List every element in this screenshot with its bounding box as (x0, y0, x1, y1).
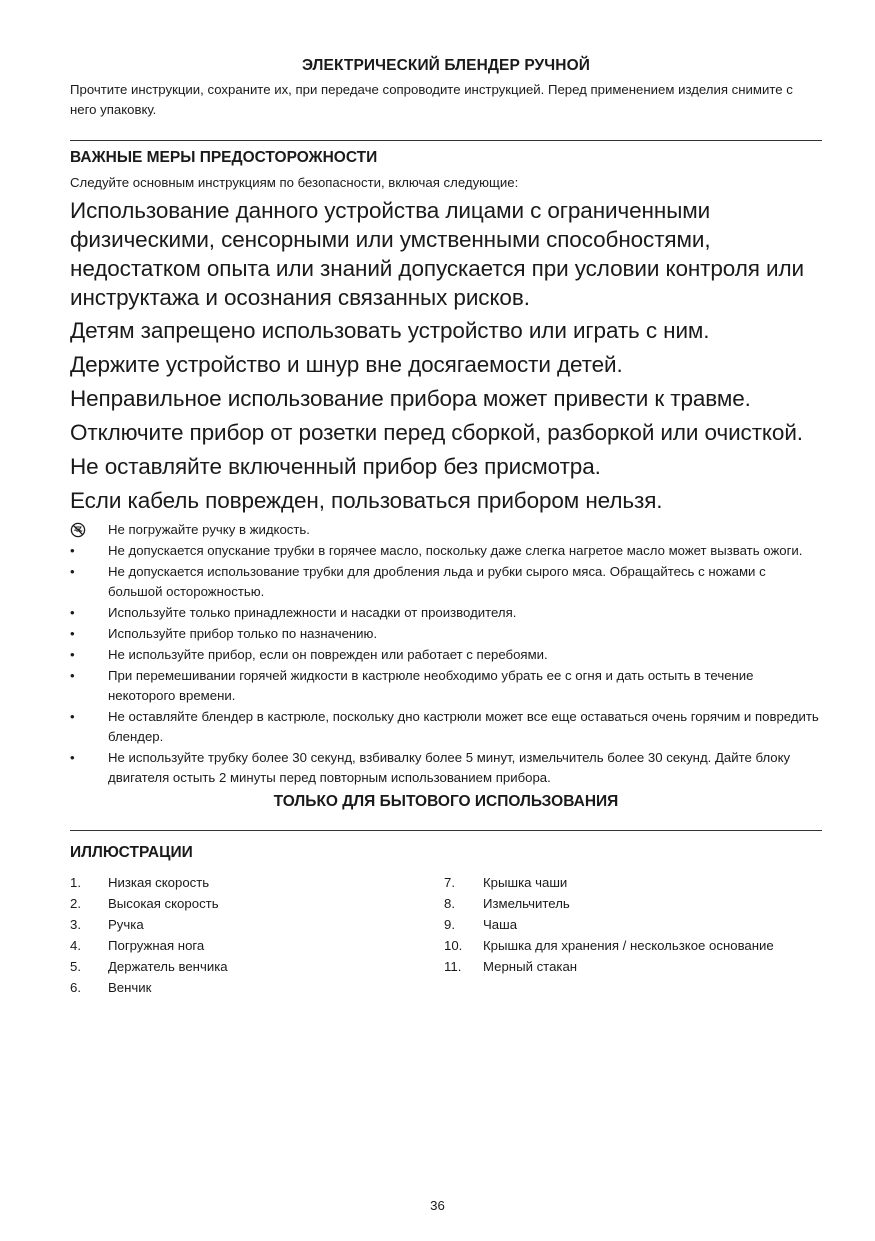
list-item (444, 893, 824, 914)
item-number: 4. (70, 938, 81, 953)
illustrations-title: ИЛЛЮСТРАЦИИ (70, 844, 193, 861)
item-label: Чаша (483, 917, 518, 932)
item-number: 6. (70, 980, 81, 995)
list-item (444, 914, 824, 935)
safety-paragraph: Детям запрещено использовать устройство или играть с ним. (70, 318, 710, 343)
item-label: Держатель венчика (108, 959, 228, 974)
item-number: 3. (70, 917, 81, 932)
bullet-icon: • (70, 750, 75, 765)
item-number: 7. (444, 875, 455, 890)
bullet-icon: • (70, 647, 75, 662)
list-item (70, 956, 410, 977)
safety-paragraph: Отключите прибор от розетки перед сборкой, разборкой или очисткой. (70, 420, 803, 445)
list-item-text: Не используйте прибор, если он поврежден или работает с перебоями. (108, 647, 548, 662)
item-label: Измельчитель (483, 896, 570, 911)
item-number: 11. (444, 959, 462, 974)
list-item (70, 562, 822, 602)
list-item (70, 624, 822, 644)
legend-column-right (444, 872, 824, 977)
document-page (70, 56, 822, 1002)
safety-lead: Следуйте основным инструкциям по безопасности, включая следующие: (70, 175, 519, 190)
list-item-text: Используйте только принадлежности и насадки от производителя. (108, 605, 517, 620)
household-use-notice: ТОЛЬКО ДЛЯ БЫТОВОГО ИСПОЛЬЗОВАНИЯ (273, 793, 619, 810)
item-label: Низкая скорость (108, 875, 210, 890)
list-item-text: Не оставляйте блендер в кастрюле, поскольку дно кастрюли может все еще оставаться очень горячим и повредить блендер. (108, 709, 819, 744)
parts-list-right (444, 872, 824, 977)
safety-paragraph: Неправильное использование прибора может привести к травме. (70, 386, 751, 411)
list-item-text: Не используйте трубку более 30 секунд, взбивалку более 5 минут, измельчитель более 30 секунд. Дайте блоку двигателя остыть 2 минуты перед повторным использованием прибора. (108, 750, 791, 785)
section-divider (70, 830, 822, 831)
list-item-text: Используйте прибор только по назначению. (108, 626, 378, 641)
safety-title: ВАЖНЫЕ МЕРЫ ПРЕДОСТОРОЖНОСТИ (70, 149, 378, 166)
item-label: Крышка для хранения / нескользкое основание (483, 938, 774, 953)
parts-list-left (70, 872, 410, 998)
item-number: 8. (444, 896, 455, 911)
item-label: Крышка чаши (483, 875, 568, 890)
item-number: 1. (70, 875, 81, 890)
item-number: 9. (444, 917, 455, 932)
safety-paragraph: Если кабель поврежден, пользоваться прибором нельзя. (70, 488, 663, 513)
safety-bullet-list (70, 520, 822, 788)
list-item (70, 893, 410, 914)
item-label: Погружная нога (108, 938, 205, 953)
list-item-text: Не допускается опускание трубки в горячее масло, поскольку даже слегка нагретое масло может вызвать ожоги. (108, 543, 803, 558)
item-number: 2. (70, 896, 81, 911)
list-item (70, 666, 822, 706)
safety-paragraph: Использование данного устройства лицами с ограниченными физическими, сенсорными или умственными способностями, недостатком опыта или знаний допускается при условии контроля или инструктажа и осознания связанных рисков. (70, 198, 804, 310)
bullet-icon: • (70, 543, 75, 558)
item-number: 10. (444, 938, 463, 953)
safety-paragraph: Не оставляйте включенный прибор без присмотра. (70, 454, 601, 479)
illustrations-legend (70, 872, 822, 1002)
list-item (70, 707, 822, 747)
list-item-text: Не допускается использование трубки для дробления льда и рубки сырого мяса. Обращайтесь с ножами с большой осторожностью. (108, 564, 766, 599)
no-immerse-icon (70, 522, 86, 538)
list-item (70, 914, 410, 935)
no-immerse-text: Не погружайте ручку в жидкость. (108, 522, 310, 537)
list-item (70, 603, 822, 623)
bullet-icon: • (70, 626, 75, 641)
item-number: 5. (70, 959, 81, 974)
list-item (70, 872, 410, 893)
list-item (70, 977, 410, 998)
item-label: Высокая скорость (108, 896, 219, 911)
item-label: Венчик (108, 980, 152, 995)
no-immerse-item (70, 520, 822, 540)
list-item (444, 935, 824, 956)
item-label: Мерный стакан (483, 959, 578, 974)
list-item (444, 956, 824, 977)
document-title: ЭЛЕКТРИЧЕСКИЙ БЛЕНДЕР РУЧНОЙ (302, 57, 590, 74)
list-item (70, 541, 822, 561)
bullet-icon: • (70, 564, 75, 579)
section-divider (70, 140, 822, 141)
list-item (444, 872, 824, 893)
item-label: Ручка (108, 917, 144, 932)
bullet-icon: • (70, 668, 75, 683)
legend-column-left (70, 872, 410, 998)
intro-text: Прочтите инструкции, сохраните их, при передаче сопроводите инструкцией. Перед применением изделия снимите с него упаковку. (70, 82, 793, 117)
bullet-icon: • (70, 605, 75, 620)
page-number: 36 (430, 1198, 445, 1213)
list-item-text: При перемешивании горячей жидкости в кастрюле необходимо убрать ее с огня и дать остыть в течение некоторого времени. (108, 668, 754, 703)
bullet-icon: • (70, 709, 75, 724)
list-item (70, 645, 822, 665)
safety-paragraph: Держите устройство и шнур вне досягаемости детей. (70, 352, 623, 377)
list-item (70, 748, 822, 788)
list-item (70, 935, 410, 956)
